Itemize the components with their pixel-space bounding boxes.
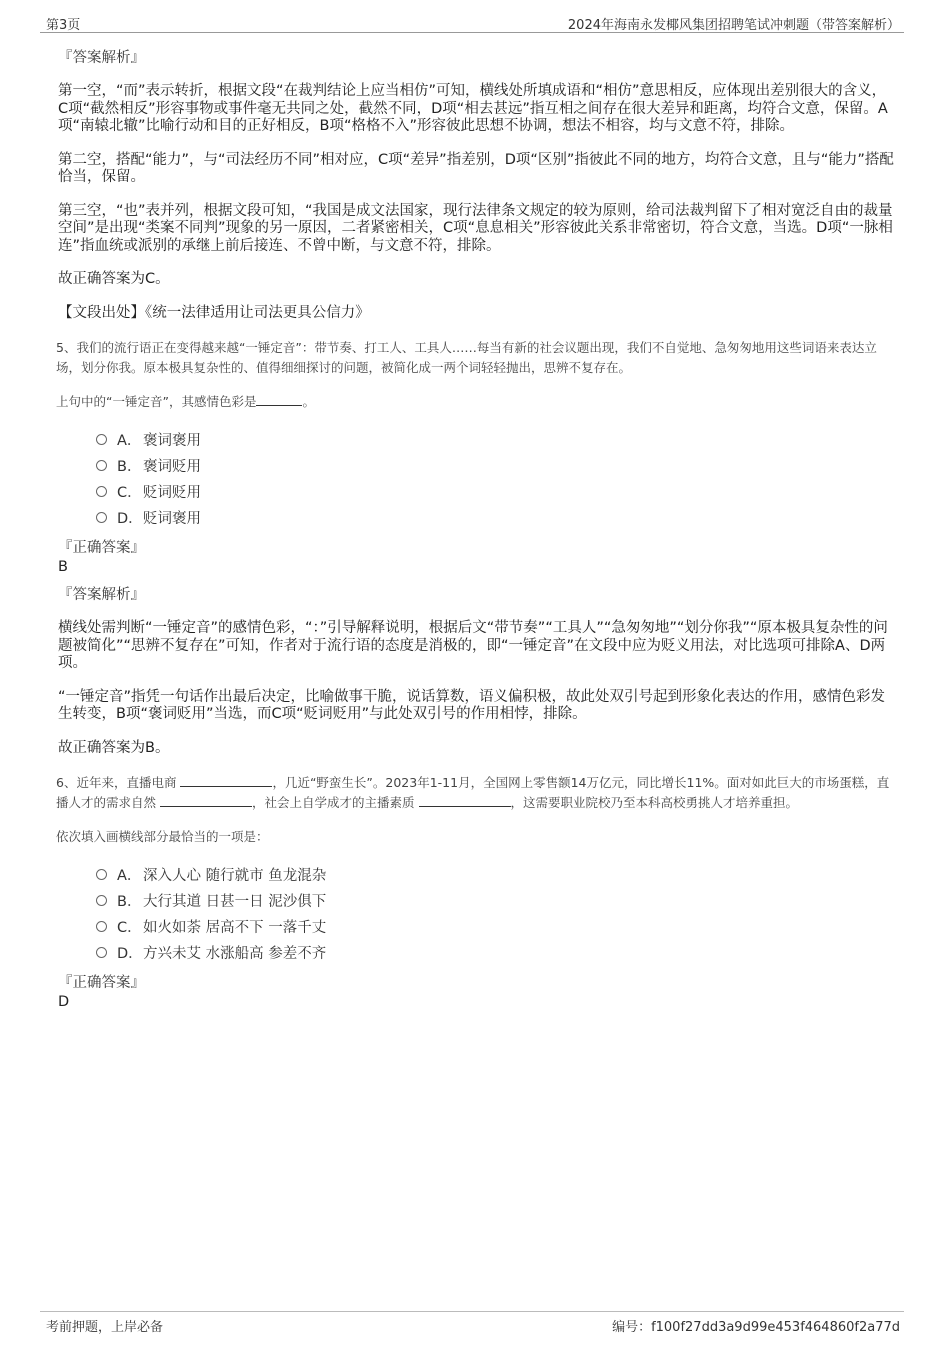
blank-line <box>180 774 272 787</box>
radio-icon[interactable] <box>96 869 107 880</box>
option-a[interactable] <box>96 426 896 452</box>
question-6-prompt: 依次填入画横线部分最恰当的一项是： <box>56 829 269 844</box>
option-letter: B． <box>117 893 142 910</box>
analysis-label: 『答案解析』 <box>58 50 145 66</box>
prompt-end: 。 <box>302 394 315 409</box>
footer-slogan: 考前押题，上岸必备 <box>46 1320 164 1335</box>
radio-icon[interactable] <box>96 460 107 471</box>
page-footer <box>40 1311 904 1336</box>
option-b[interactable] <box>96 452 896 478</box>
radio-icon[interactable] <box>96 512 107 523</box>
option-text: 深入人心 随行就市 鱼龙混杂 <box>143 867 327 884</box>
option-text: 贬词褒用 <box>143 510 201 527</box>
document-content <box>56 46 896 1018</box>
analysis-label: 『答案解析』 <box>58 587 145 603</box>
page-number: 第3页 <box>46 18 81 33</box>
analysis-paragraph: 第三空，“也”表并列，根据文段可知，“我国是成文法国家，现行法律条文规定的较为原则，给司法裁判留下了相对宽泛自由的裁量空间”是出现“类案不同判”现象的另一原因，二者紧密相关，C项“息息相关”形容彼此关系非常密切，符合文意，当选。D项“一脉相连”指血统或派别的承继上前后接连、不曾中断，与文意不符，排除。 <box>58 202 893 254</box>
document-id: 编号：f100f27dd3a9d99e453f464860f2a77d <box>612 1320 900 1335</box>
option-letter: A． <box>117 867 142 884</box>
source-citation: 【文段出处】《统一法律适用让司法更具公信力》 <box>58 304 370 321</box>
question-5-prompt <box>56 392 896 410</box>
option-text: 贬词贬用 <box>143 484 201 501</box>
page-header <box>40 12 904 33</box>
analysis-paragraph: 第一空，“而”表示转折，根据文段“在裁判结论上应当相仿”可知，横线处所填成语和“相仿”意思相反，应体现出差别很大的含义，C项“截然相反”形容事物或事件毫无共同之处，截然不同，D项“相去甚远”指互相之间存在很大差异和距离，均符合文意，保留。A项“南辕北辙”比喻行动和目的正好相反，B项“格格不入”形容彼此思想不协调，想法不相容，均与文意不符，排除。 <box>58 83 888 134</box>
stem-part: 6、近年来，直播电商 <box>56 775 177 790</box>
correct-answer-label: 『正确答案』 <box>58 975 145 991</box>
option-b[interactable] <box>96 887 896 913</box>
option-c[interactable] <box>96 478 896 504</box>
analysis-conclusion: 故正确答案为B。 <box>58 739 170 756</box>
correct-answer: B <box>58 559 68 575</box>
option-letter: D． <box>117 945 143 962</box>
correct-answer: D <box>58 994 70 1010</box>
correct-answer-label: 『正确答案』 <box>58 540 145 556</box>
radio-icon[interactable] <box>96 921 107 932</box>
option-d[interactable] <box>96 504 896 530</box>
option-text: 大行其道 日甚一日 泥沙俱下 <box>143 893 327 910</box>
option-d[interactable] <box>96 939 896 965</box>
stem-part: ，社会上自学成才的主播素质 <box>252 795 415 810</box>
radio-icon[interactable] <box>96 947 107 958</box>
option-letter: C． <box>117 484 142 501</box>
option-c[interactable] <box>96 913 896 939</box>
analysis-paragraph: 第二空，搭配“能力”，与“司法经历不同”相对应，C项“差异”指差别，D项“区别”指彼此不同的地方，均符合文意，且与“能力”搭配恰当，保留。 <box>58 151 894 185</box>
radio-icon[interactable] <box>96 434 107 445</box>
analysis-conclusion: 故正确答案为C。 <box>58 271 170 287</box>
analysis-paragraph: “一锤定音”指凭一句话作出最后决定，比喻做事干脆，说话算数，语义偏积极，故此处双引号起到形象化表达的作用，感情色彩发生转变，B项“褒词贬用”当选，而C项“贬词贬用”与此处双引号的作用相悖，排除。 <box>58 688 886 722</box>
stem-part: ，几近“野蛮生长”。2023年1-11月，全国网上零售额14万亿元，同比增长11%。面对如此巨大的市场蛋糕，直播人才的需求自然 <box>56 775 890 810</box>
stem-part: ，这需要职业院校乃至本科高校勇挑人才培养重担。 <box>510 795 799 810</box>
option-text: 如火如荼 居高不下 一落千丈 <box>143 919 327 936</box>
document-title: 2024年海南永发椰风集团招聘笔试冲刺题（带答案解析） <box>567 18 900 33</box>
option-letter: C． <box>117 919 142 936</box>
radio-icon[interactable] <box>96 895 107 906</box>
question-5-options <box>96 426 896 530</box>
option-letter: B． <box>117 458 142 475</box>
blank-line <box>160 794 252 807</box>
question-6-stem <box>56 773 896 813</box>
question-6-options <box>96 861 896 965</box>
option-text: 褒词贬用 <box>143 458 201 475</box>
prompt-text: 上句中的“一锤定音”，其感情色彩是 <box>56 394 257 409</box>
blank-line <box>419 794 511 807</box>
analysis-paragraph: 横线处需判断“一锤定音”的感情色彩，“：”引导解释说明，根据后文“带节奏”“工具人”“急匆匆地”“划分你我”“原本极具复杂性的问题被简化”“思辨不复存在”可知，作者对于流行语的态度是消极的，即“一锤定音”在文段中应为贬义用法，对比选项可排除A、D两项。 <box>58 620 888 671</box>
option-a[interactable] <box>96 861 896 887</box>
option-text: 褒词褒用 <box>143 432 201 449</box>
option-letter: D． <box>117 510 143 527</box>
option-text: 方兴未艾 水涨船高 参差不齐 <box>143 945 327 962</box>
blank-line <box>256 393 302 406</box>
option-letter: A． <box>117 432 142 449</box>
radio-icon[interactable] <box>96 486 107 497</box>
question-5-stem: 5、我们的流行语正在变得越来越“一锤定音”：带节奏、打工人、工具人……每当有新的社会议题出现，我们不自觉地、急匆匆地用这些词语来表达立场，划分你我。原本极具复杂性的、值得细细探讨的问题，被简化成一两个词轻轻抛出，思辨不复存在。 <box>56 340 877 375</box>
